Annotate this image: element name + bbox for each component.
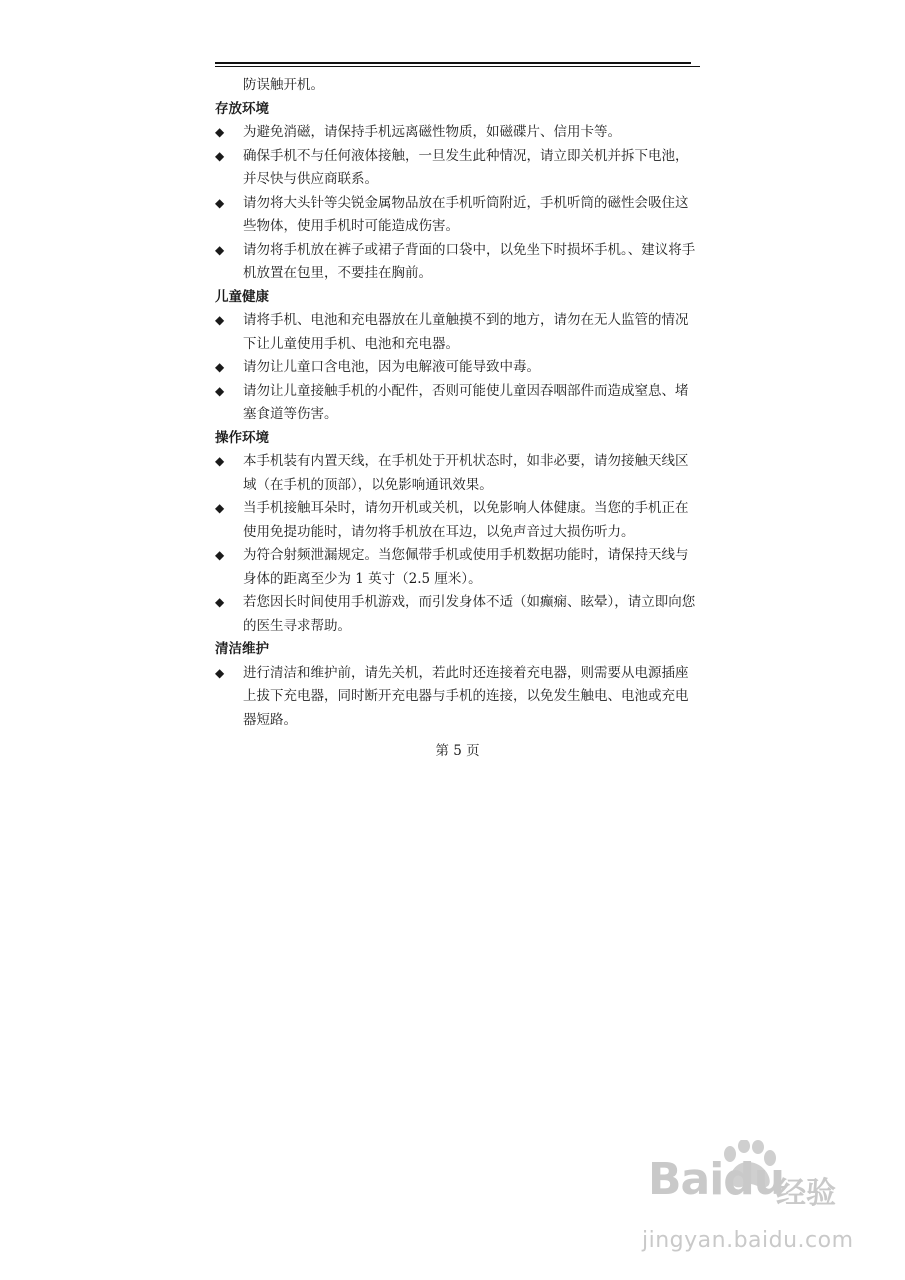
page-number: 第 5 页	[435, 743, 480, 759]
diamond-bullet-icon: ◆	[215, 501, 225, 515]
diamond-bullet-icon	[215, 215, 243, 239]
diamond-bullet-icon: ◆	[215, 313, 225, 327]
diamond-bullet-icon: ◆	[215, 195, 225, 210]
diamond-bullet-icon: ◆	[215, 548, 225, 562]
bullet-line	[215, 450, 700, 474]
bullet-line	[215, 262, 700, 286]
diamond-bullet-icon	[215, 403, 243, 427]
diamond-bullet-icon	[215, 262, 243, 286]
watermark-brand: Baidu	[648, 1154, 785, 1205]
bullet-line	[215, 380, 700, 404]
diamond-bullet-icon: ◆	[215, 454, 225, 468]
document-body	[215, 74, 700, 732]
diamond-bullet-icon: ◆	[215, 595, 225, 609]
bullet-line	[215, 168, 700, 192]
diamond-bullet-icon: ◆	[215, 242, 225, 257]
bullet-text: 请勿让儿童口含电池，因为电解液可能导致中毒。	[243, 359, 540, 375]
diamond-bullet-icon	[215, 474, 243, 498]
bullet-text: 上拔下充电器，同时断开充电器与手机的连接，以免发生触电、电池或充电	[243, 688, 689, 704]
diamond-bullet-icon	[215, 333, 243, 357]
bullet-line	[215, 709, 700, 733]
bullet-text: 使用免提功能时，请勿将手机放在耳边，以免声音过大损伤听力。	[243, 523, 635, 540]
bullet-text: 器短路。	[243, 711, 297, 728]
bullet-line	[215, 239, 700, 263]
bullet-text: 请勿让儿童接触手机的小配件，否则可能使儿童因吞咽部件而造成窒息、堵	[243, 382, 689, 399]
diamond-bullet-icon	[215, 615, 243, 639]
section-heading: 操作环境	[215, 429, 269, 446]
bullet-text: 确保手机不与任何液体接触，一旦发生此种情况，请立即关机并拆下电池，	[243, 147, 689, 164]
bullet-line	[215, 685, 700, 709]
header-rule-thick	[215, 62, 691, 64]
bullet-line	[215, 521, 700, 545]
bullet-line	[215, 333, 700, 357]
bullet-line	[215, 568, 700, 592]
diamond-bullet-icon	[215, 568, 243, 592]
watermark-suffix: 经验	[776, 1176, 836, 1211]
bullet-line	[215, 662, 700, 686]
bullet-line	[215, 121, 700, 145]
bullet-text: 塞食道等伤害。	[243, 406, 338, 422]
bullet-text: 请将手机、电池和充电器放在儿童触摸不到的地方，请勿在无人监管的情况	[243, 312, 689, 328]
bullet-line	[215, 309, 700, 333]
bullet-line	[215, 356, 700, 380]
diamond-bullet-icon	[215, 168, 243, 192]
bullet-text: 请勿将手机放在裤子或裙子背面的口袋中，以免坐下时损坏手机。、建议将手	[243, 241, 696, 258]
bullet-line	[215, 403, 700, 427]
section-heading: 存放环境	[215, 100, 269, 117]
diamond-bullet-icon: ◆	[215, 148, 225, 163]
baidu-watermark	[640, 1140, 870, 1275]
bullet-line	[215, 544, 700, 568]
diamond-bullet-icon: ◆	[215, 125, 225, 139]
bullet-text: 些物体，使用手机时可能造成伤害。	[243, 218, 459, 234]
bullet-text: 进行清洁和维护前，请先关机，若此时还连接着充电器，则需要从电源插座	[243, 664, 689, 681]
intro-line: 防误触开机。	[243, 77, 324, 93]
bullet-text: 身体的距离至少为 1 英寸（2.5 厘米）。	[243, 570, 482, 587]
watermark-url: jingyan.baidu.com	[642, 1228, 854, 1253]
diamond-bullet-icon	[215, 685, 243, 709]
bullet-text: 请勿将大头针等尖锐金属物品放在手机听筒附近，手机听筒的磁性会吸住这	[243, 194, 689, 211]
bullet-text: 本手机装有内置天线，在手机处于开机状态时，如非必要，请勿接触天线区	[243, 453, 689, 469]
bullet-text: 为符合射频泄漏规定。当您佩带手机或使用手机数据功能时，请保持天线与	[243, 547, 689, 563]
bullet-line	[215, 145, 700, 169]
section-heading: 清洁维护	[215, 641, 269, 657]
bullet-line	[215, 474, 700, 498]
diamond-bullet-icon	[215, 709, 243, 733]
bullet-text: 为避免消磁，请保持手机远离磁性物质，如磁碟片、信用卡等。	[243, 124, 621, 140]
bullet-text: 当手机接触耳朵时，请勿开机或关机，以免影响人体健康。当您的手机正在	[243, 500, 689, 516]
bullet-line	[215, 215, 700, 239]
bullet-text: 机放置在包里，不要挂在胸前。	[243, 265, 432, 281]
bullet-text: 下让儿童使用手机、电池和充电器。	[243, 335, 459, 352]
bullet-line	[215, 591, 700, 615]
bullet-text: 的医生寻求帮助。	[243, 617, 351, 634]
diamond-bullet-icon: ◆	[215, 383, 225, 398]
bullet-text: 域（在手机的顶部），以免影响通讯效果。	[243, 476, 493, 493]
section-heading: 儿童健康	[215, 288, 269, 305]
diamond-bullet-icon: ◆	[215, 360, 225, 374]
bullet-text: 并尽快与供应商联系。	[243, 171, 378, 187]
bullet-line	[215, 192, 700, 216]
diamond-bullet-icon: ◆	[215, 665, 225, 680]
diamond-bullet-icon	[215, 521, 243, 545]
bullet-text: 若您因长时间使用手机游戏，而引发身体不适（如癫痫、眩晕），请立即向您	[243, 594, 696, 610]
header-rule-thin	[215, 66, 700, 67]
bullet-line	[215, 615, 700, 639]
bullet-line	[215, 497, 700, 521]
